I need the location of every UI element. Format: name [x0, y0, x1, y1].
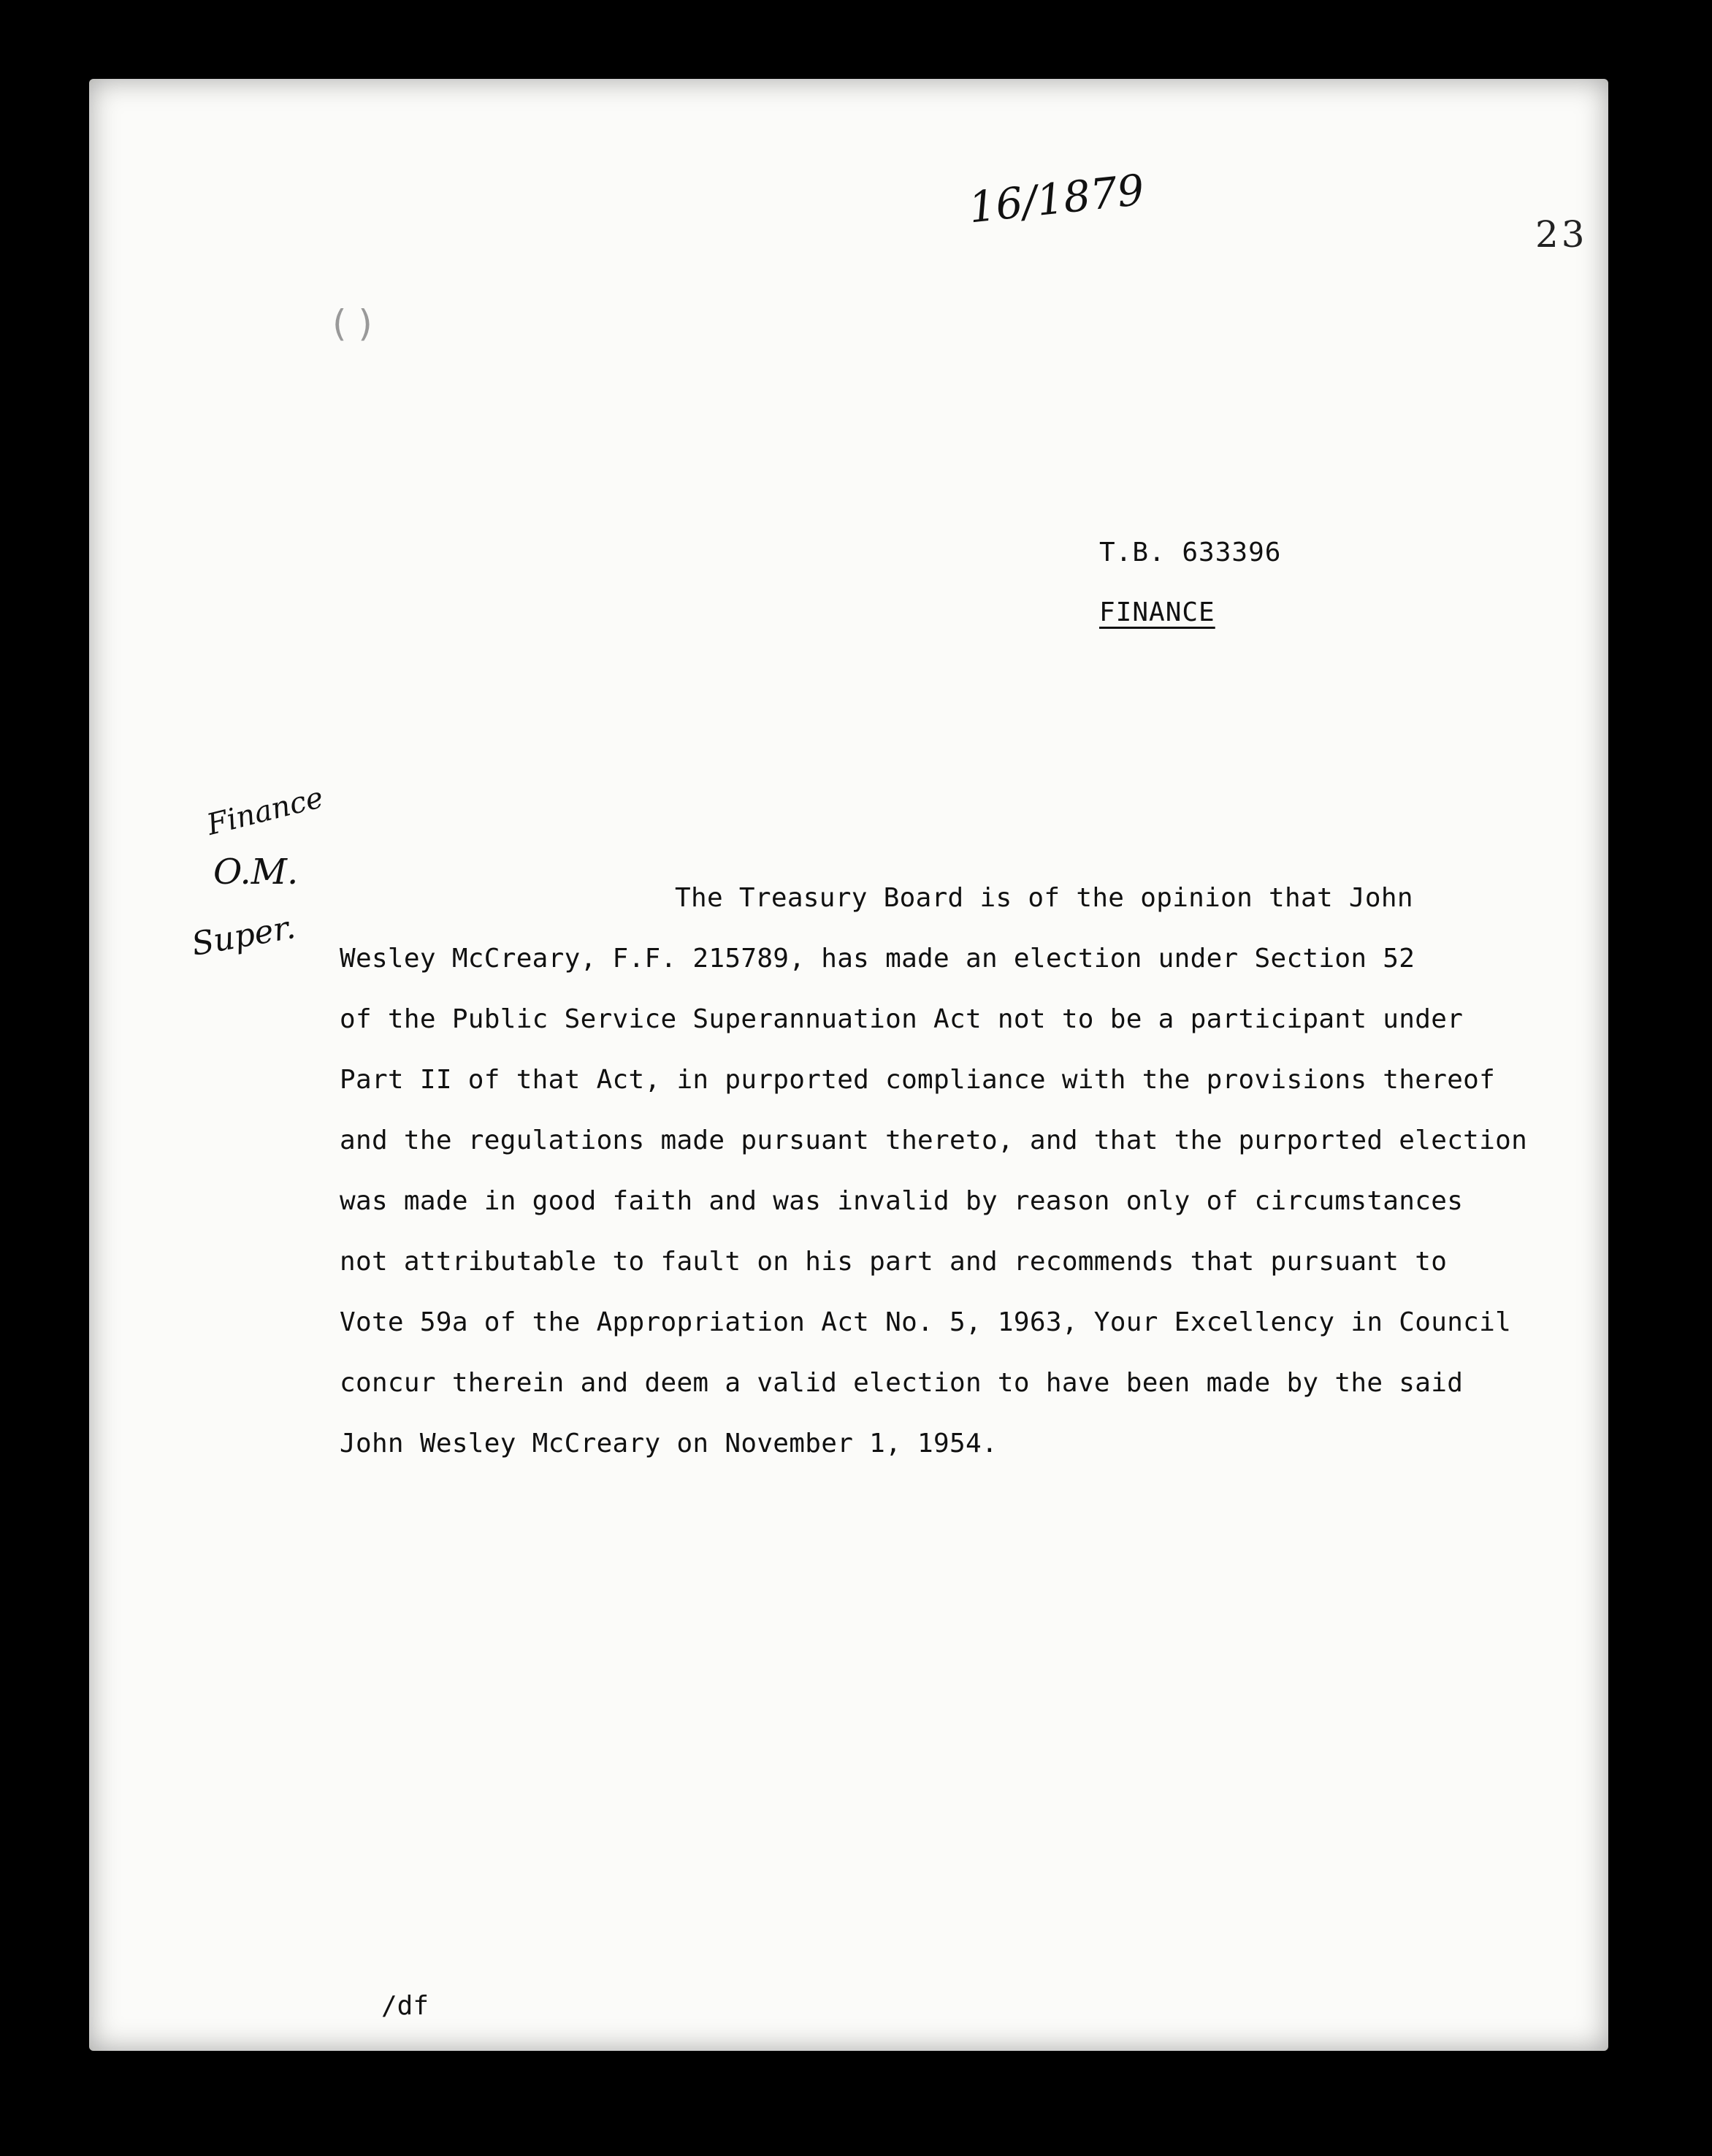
margin-note-super: Super.: [188, 908, 299, 964]
body-line: Wesley McCreary, F.F. 215789, has made an election under Section 52: [340, 944, 1415, 974]
body-line: of the Public Service Superannuation Act not to be a participant under: [340, 1004, 1464, 1034]
body-line: was made in good faith and was invalid by reason only of circumstances: [340, 1186, 1464, 1216]
reference-number: T.B. 633396: [1099, 538, 1282, 567]
typist-initials: /df: [381, 1991, 429, 2021]
body-line: not attributable to fault on his part and recommends that pursuant to: [340, 1247, 1448, 1277]
document-page: [89, 79, 1608, 2051]
body-line: Vote 59a of the Appropriation Act No. 5, 1963, Your Excellency in Council: [340, 1307, 1512, 1337]
file-number-handwritten: 16/1879: [966, 164, 1147, 233]
margin-note-finance: Finance: [203, 781, 327, 842]
body-line: and the regulations made pursuant thereto, and that the purported election: [340, 1125, 1528, 1155]
punch-hole-mark: ( ): [332, 302, 372, 345]
body-paragraph: [340, 868, 1528, 1474]
body-line: John Wesley McCreary on November 1, 1954.: [340, 1429, 998, 1459]
body-line: concur therein and deem a valid election to have been made by the said: [340, 1368, 1464, 1398]
department-heading: FINANCE: [1099, 597, 1215, 627]
body-line: Part II of that Act, in purported compliance with the provisions thereof: [340, 1065, 1496, 1095]
body-line: The Treasury Board is of the opinion that John: [675, 883, 1413, 913]
page-number: 23: [1535, 213, 1588, 256]
margin-note-om: O.M.: [213, 852, 299, 892]
